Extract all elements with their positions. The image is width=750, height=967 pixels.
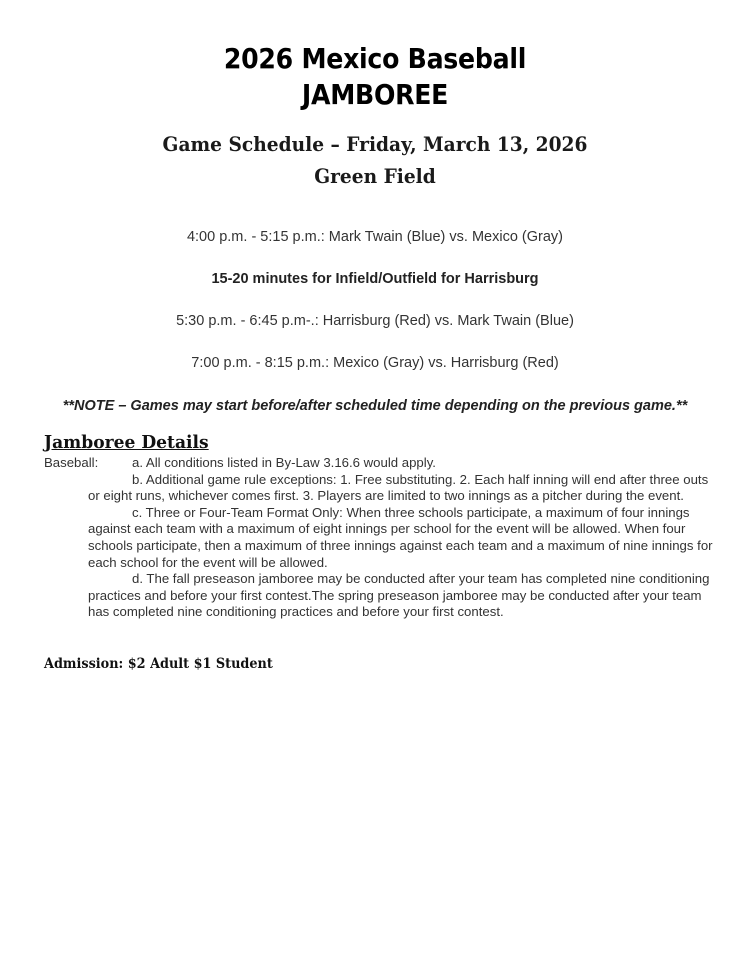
details-heading: Jamboree Details	[44, 432, 209, 453]
sport-label: Baseball:	[44, 455, 99, 470]
schedule-note: **NOTE – Games may start before/after scheduled time depending on the previous game.**	[62, 398, 688, 414]
details-item-a	[44, 455, 714, 472]
field-location: Green Field	[314, 164, 436, 188]
details-item-text: b. Additional game rule exceptions: 1. Free substituting. 2. Each half inning will end after three outs or eight runs, whichever comes first. 3. Players are limited to two innings as a pitcher during the event.	[88, 471, 709, 504]
details-item-text: a. All conditions listed in By-Law 3.16.6 would apply.	[132, 455, 436, 470]
game-slot-2: 5:30 p.m. - 6:45 p.m-.: Harrisburg (Red) vs. Mark Twain (Blue)	[176, 313, 574, 329]
details-item-d	[44, 571, 714, 621]
details-item-b	[44, 472, 714, 505]
game-slot-3: 7:00 p.m. - 8:15 p.m.: Mexico (Gray) vs. Harrisburg (Red)	[191, 355, 559, 371]
admission-prices: Admission: $2 Adult $1 Student	[44, 656, 273, 672]
game-slot-1: 4:00 p.m. - 5:15 p.m.: Mark Twain (Blue) vs. Mexico (Gray)	[186, 229, 564, 245]
details-item-text: c. Three or Four-Team Format Only: When three schools participate, a maximum of four innings against each team with a maximum of eight innings per school for the event will be allowed. When four schools participate, then a maximum of three innings against each team and a maximum of nine innings for each school for the event will be allowed.	[88, 504, 713, 570]
details-section	[44, 455, 714, 621]
document-subtitle: JAMBOREE	[301, 78, 449, 111]
details-item-text: d. The fall preseason jamboree may be conducted after your team has completed nine conditioning practices and before your first contest.The spring preseason jamboree may be conducted after your team has completed nine conditioning practices and before your first contest.	[88, 571, 710, 620]
details-item-c	[44, 505, 714, 571]
document-title: 2026 Mexico Baseball	[223, 42, 527, 75]
schedule-heading: Game Schedule – Friday, March 13, 2026	[162, 132, 588, 156]
warmup-notice: 15-20 minutes for Infield/Outfield for Harrisburg	[211, 271, 539, 287]
